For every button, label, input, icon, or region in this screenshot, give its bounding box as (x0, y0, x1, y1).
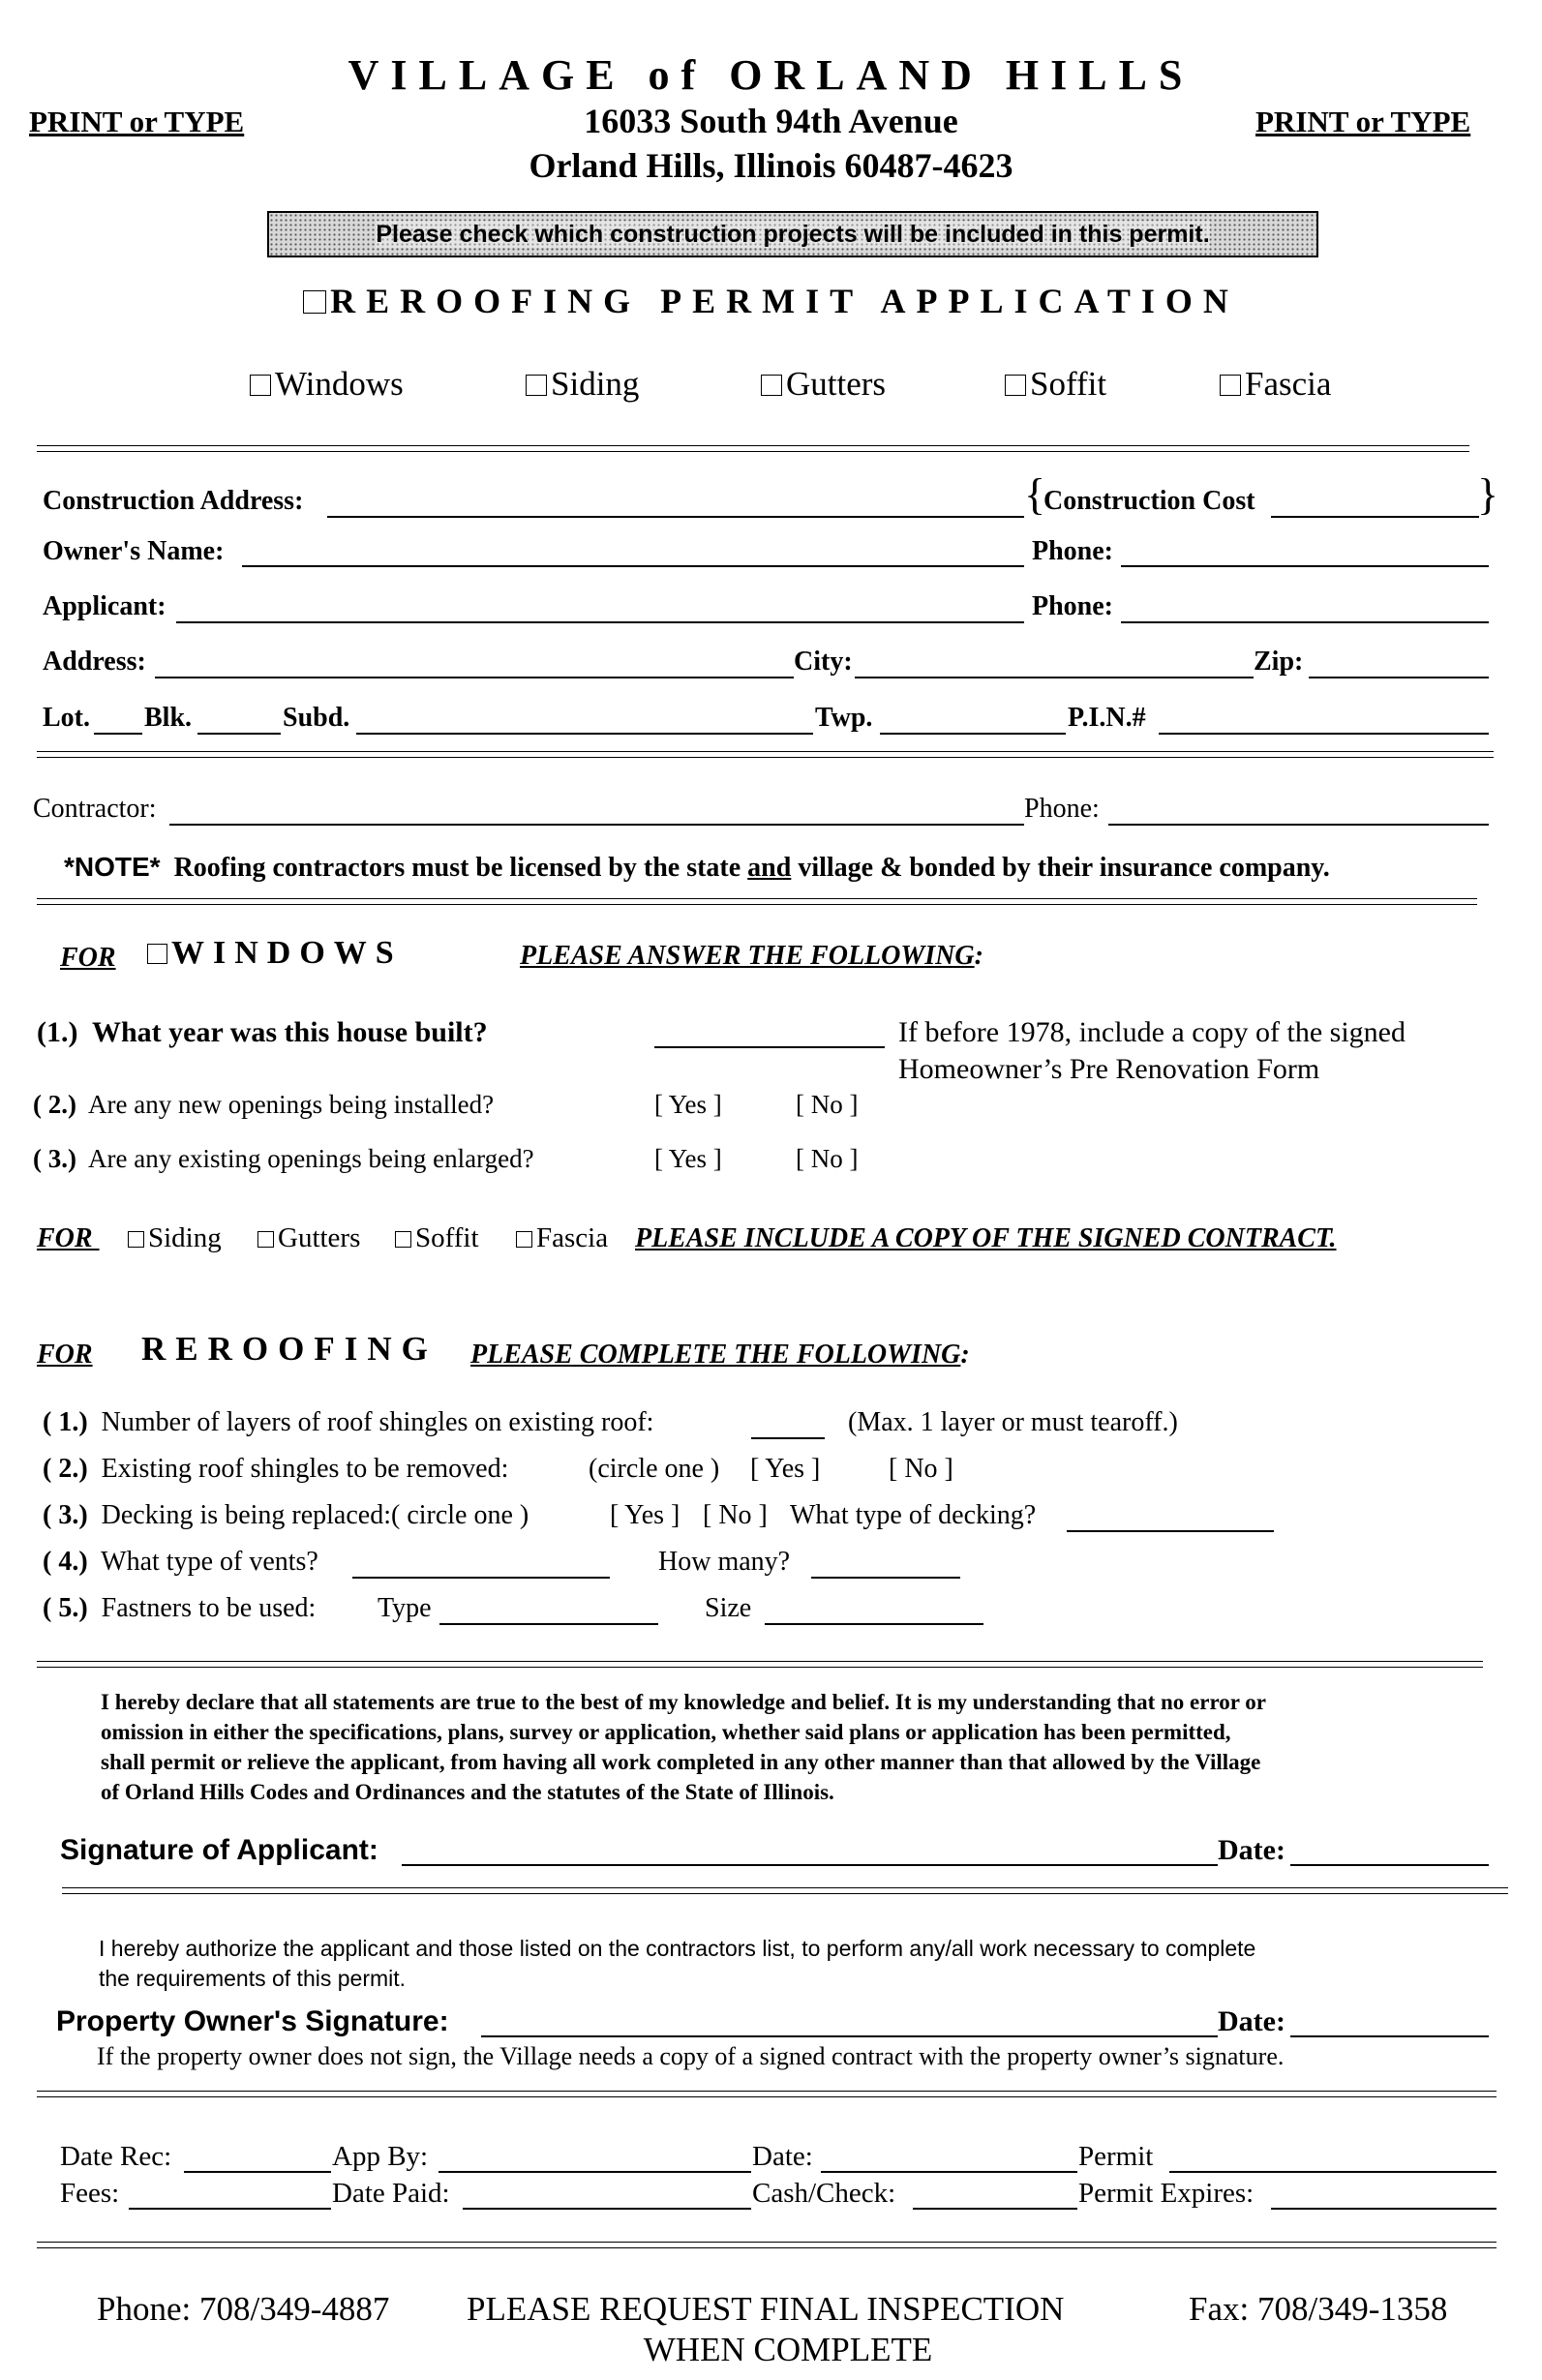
windows-q1-note-line1: If before 1978, include a copy of the signed (898, 1016, 1406, 1048)
windows-instruction-colon: : (974, 941, 983, 971)
construction-address-label: Construction Address: (43, 486, 304, 516)
year-built-field[interactable] (654, 1046, 885, 1048)
footer-request-line-1: PLEASE REQUEST FINAL INSPECTION (467, 2290, 1065, 2328)
windows-heading (147, 935, 403, 972)
footer-request-line-2: WHEN COMPLETE (643, 2331, 933, 2368)
construction-address-field[interactable] (327, 516, 1024, 518)
fastener-type-field[interactable] (439, 1623, 658, 1625)
reroofing-q3-yes[interactable]: [ Yes ] (610, 1500, 680, 1530)
windows-q1 (37, 1016, 488, 1049)
twp-field[interactable] (880, 733, 1066, 735)
siding-label: Siding (551, 365, 640, 403)
permit-field[interactable] (1169, 2171, 1497, 2173)
authorization-line-1: I hereby authorize the applicant and those listed on the contractors list, to perform any/all work necessary to complete (99, 1936, 1256, 1961)
decking-type-label: What type of decking? (790, 1500, 1037, 1530)
lot-field[interactable] (94, 733, 142, 735)
contractor-license-note (64, 852, 1330, 884)
office-date-field[interactable] (821, 2171, 1077, 2173)
declaration-line-4: of Orland Hills Codes and Ordinances and the statutes of the State of Illinois. (101, 1780, 834, 1804)
windows-q3-text: Are any existing openings being enlarged? (88, 1144, 534, 1173)
fascia-section-checkbox[interactable] (516, 1231, 532, 1248)
owner-date-field[interactable] (1290, 2035, 1489, 2037)
blk-label: Blk. (144, 703, 193, 733)
windows-q2 (33, 1090, 494, 1120)
divider-2 (37, 751, 1494, 758)
divider-7 (37, 2242, 1497, 2248)
reroofing-for-label: FOR (37, 1340, 93, 1370)
windows-label: Windows (275, 365, 404, 403)
windows-for-label: FOR (60, 943, 116, 973)
windows-q2-text: Are any new openings being installed? (88, 1090, 495, 1119)
village-city-line: Orland Hills, Illinois 60487-4623 (529, 146, 1013, 185)
soffit-section-label: Soffit (415, 1222, 479, 1253)
vent-count-field[interactable] (811, 1577, 960, 1579)
windows-q2-no[interactable]: [ No ] (796, 1090, 859, 1119)
applicant-field[interactable] (176, 621, 1024, 623)
owner-signature-field[interactable] (481, 2035, 1218, 2037)
windows-q3-no[interactable]: [ No ] (796, 1144, 859, 1173)
reroofing-q3 (43, 1500, 529, 1531)
zip-label: Zip: (1254, 647, 1304, 677)
applicant-date-field[interactable] (1290, 1864, 1489, 1866)
applicant-date-label: Date: (1218, 1834, 1285, 1866)
reroofing-q2-circle-one: (circle one ) (589, 1454, 720, 1484)
reroofing-q4-text: What type of vents? (101, 1547, 318, 1577)
village-street: 16033 South 94th Avenue (584, 102, 958, 140)
gutters-section-checkbox[interactable] (257, 1231, 274, 1248)
reroofing-q2-no[interactable]: [ No ] (889, 1454, 953, 1484)
owners-name-label: Owner's Name: (43, 536, 225, 566)
project-option-soffit[interactable] (1005, 365, 1106, 404)
windows-q3-number: ( 3.) (33, 1144, 76, 1173)
divider-3 (37, 898, 1477, 905)
permit-label: Permit (1078, 2141, 1154, 2172)
contractor-field[interactable] (169, 824, 1024, 826)
note-text-and: and (747, 853, 792, 883)
declaration-line-3: shall permit or relieve the applicant, from having all work completed in any other manner than that allowed by the Village (101, 1750, 1261, 1774)
divider-1 (37, 445, 1469, 452)
divider-5 (62, 1887, 1508, 1894)
soffit-section-checkbox[interactable] (395, 1231, 411, 1248)
reroofing-q2-number: ( 2.) (43, 1454, 88, 1484)
address-label: Address: (43, 647, 146, 677)
reroofing-instruction-colon: : (960, 1340, 970, 1370)
reroofing-q1-note: (Max. 1 layer or must tearoff.) (848, 1407, 1178, 1437)
right-brace-icon: } (1477, 469, 1499, 519)
permit-expires-field[interactable] (1271, 2208, 1497, 2210)
reroofing-q2-yes[interactable]: [ Yes ] (750, 1454, 821, 1484)
check-notice-box (267, 211, 1318, 257)
reroofing-q5 (43, 1593, 316, 1624)
windows-instruction-text: PLEASE ANSWER THE FOLLOWING (520, 941, 975, 971)
village-name: VILLAGE of ORLAND HILLS (348, 51, 1194, 99)
reroofing-q3-text: Decking is being replaced:( circle one ) (101, 1500, 529, 1530)
contractor-phone-field[interactable] (1108, 824, 1489, 826)
siding-option-soffit[interactable] (395, 1222, 479, 1254)
fastener-size-label: Size (705, 1593, 752, 1623)
reroofing-q1-number: ( 1.) (43, 1407, 88, 1437)
office-date-label: Date: (752, 2141, 813, 2172)
reroofing-q5-text: Fastners to be used: (101, 1593, 317, 1623)
city-label: City: (794, 647, 853, 677)
applicant-signature-label: Signature of Applicant: (60, 1834, 378, 1866)
permit-expires-label: Permit Expires: (1078, 2178, 1255, 2209)
reroofing-q5-number: ( 5.) (43, 1593, 88, 1623)
reroofing-q2 (43, 1454, 508, 1485)
siding-instruction: PLEASE INCLUDE A COPY OF THE SIGNED CONTRACT. (635, 1223, 1337, 1253)
reroofing-q3-no[interactable]: [ No ] (703, 1500, 768, 1530)
reroofing-q1 (43, 1407, 653, 1438)
reroofing-instruction-text: PLEASE COMPLETE THE FOLLOWING (470, 1340, 961, 1370)
pin-field[interactable] (1159, 733, 1489, 735)
twp-label: Twp. (815, 703, 873, 733)
owner-signature-label: Property Owner's Signature: (56, 2005, 449, 2037)
divider-4 (37, 1661, 1483, 1668)
print-or-type-left: PRINT or TYPE (29, 105, 245, 138)
windows-q3-yes[interactable]: [ Yes ] (654, 1144, 722, 1173)
reroofing-checkbox[interactable] (303, 290, 326, 314)
note-prefix: *NOTE* (64, 852, 161, 882)
blk-field[interactable] (197, 733, 281, 735)
project-option-siding[interactable] (526, 365, 639, 404)
gutters-section-label: Gutters (278, 1222, 361, 1253)
fascia-section-label: Fascia (536, 1222, 609, 1253)
applicant-signature-field[interactable] (402, 1864, 1218, 1866)
windows-q1-number: (1.) (37, 1016, 78, 1048)
fascia-checkbox[interactable] (1220, 375, 1241, 396)
reroofing-instruction (470, 1340, 970, 1371)
siding-option-fascia[interactable] (516, 1222, 608, 1254)
shingle-layers-field[interactable] (751, 1437, 825, 1439)
form-title-text: REROOFING PERMIT APPLICATION (330, 282, 1239, 320)
date-paid-field[interactable] (463, 2208, 751, 2210)
check-notice-text: Please check which construction projects will be included in this permit. (376, 221, 1210, 248)
windows-q2-yes[interactable]: [ Yes ] (654, 1090, 722, 1119)
cash-check-label: Cash/Check: (752, 2178, 896, 2209)
owner-date-label: Date: (1218, 2005, 1285, 2037)
reroofing-q3-number: ( 3.) (43, 1500, 88, 1530)
applicant-phone-label: Phone: (1032, 591, 1113, 621)
note-text-a: Roofing contractors must be licensed by the state (173, 853, 748, 883)
date-rec-field[interactable] (184, 2171, 331, 2173)
owner-signature-note: If the property owner does not sign, the Village needs a copy of a signed contract with the property owner’s signature. (97, 2042, 1285, 2070)
siding-checkbox[interactable] (526, 375, 547, 396)
authorization-line-2: the requirements of this permit. (99, 1966, 407, 1991)
construction-cost-field[interactable] (1271, 516, 1479, 518)
subd-label: Subd. (283, 703, 350, 733)
address-field[interactable] (155, 677, 794, 678)
zip-field[interactable] (1309, 677, 1489, 678)
divider-6 (37, 2091, 1497, 2097)
applicant-label: Applicant: (43, 591, 166, 621)
vent-count-label: How many? (658, 1547, 791, 1577)
declaration-line-1: I hereby declare that all statements are true to the best of my knowledge and belief. It is my understanding that no error or (101, 1690, 1267, 1714)
form-title (0, 281, 1542, 321)
print-or-type-right: PRINT or TYPE (1255, 105, 1471, 138)
app-by-field[interactable] (438, 2171, 751, 2173)
contractor-phone-label: Phone: (1024, 794, 1100, 824)
construction-cost-label: Construction Cost (1043, 486, 1255, 516)
owner-phone-field[interactable] (1121, 565, 1489, 567)
reroofing-heading: REROOFING (141, 1330, 438, 1368)
app-by-label: App By: (332, 2141, 429, 2172)
project-option-fascia[interactable] (1220, 365, 1331, 404)
gutters-label: Gutters (786, 365, 887, 403)
declaration-line-2: omission in either the specifications, plans, survey or application, whether said plans or application has been permitted, (101, 1720, 1231, 1744)
siding-option-siding[interactable] (128, 1222, 222, 1254)
windows-section-checkbox[interactable] (147, 944, 167, 964)
windows-instruction (520, 941, 983, 972)
footer-fax: Fax: 708/349-1358 (1189, 2290, 1448, 2328)
left-brace-icon: { (1024, 469, 1046, 519)
soffit-label: Soffit (1030, 365, 1107, 403)
siding-section-label: Siding (148, 1222, 222, 1253)
windows-heading-text: WINDOWS (171, 935, 403, 971)
windows-checkbox[interactable] (250, 375, 271, 396)
vent-type-field[interactable] (352, 1577, 610, 1579)
siding-section-checkbox[interactable] (128, 1231, 144, 1248)
owners-name-field[interactable] (242, 565, 1024, 567)
windows-q3 (33, 1144, 534, 1174)
applicant-phone-field[interactable] (1121, 621, 1489, 623)
reroofing-q4 (43, 1547, 318, 1578)
siding-for-label: FOR (37, 1223, 100, 1253)
lot-label: Lot. (43, 703, 90, 733)
date-rec-label: Date Rec: (60, 2141, 172, 2172)
reroofing-q1-text: Number of layers of roof shingles on existing roof: (101, 1407, 654, 1437)
windows-q1-note-line2: Homeowner’s Pre Renovation Form (898, 1053, 1320, 1085)
footer-phone: Phone: 708/349-4887 (97, 2290, 390, 2328)
soffit-checkbox[interactable] (1005, 375, 1026, 396)
note-text-b: village & bonded by their insurance company. (791, 853, 1330, 883)
project-option-gutters[interactable] (761, 365, 886, 404)
project-option-windows[interactable] (250, 365, 404, 404)
contractor-label: Contractor: (33, 794, 157, 824)
city-field[interactable] (855, 677, 1254, 678)
decking-type-field[interactable] (1067, 1530, 1274, 1532)
fees-field[interactable] (129, 2208, 331, 2210)
reroofing-q2-text: Existing roof shingles to be removed: (101, 1454, 509, 1484)
gutters-checkbox[interactable] (761, 375, 782, 396)
pin-label: P.I.N.# (1068, 703, 1146, 733)
fastener-size-field[interactable] (765, 1623, 983, 1625)
fees-label: Fees: (60, 2178, 120, 2209)
windows-q1-text: What year was this house built? (91, 1016, 488, 1048)
subd-field[interactable] (356, 733, 813, 735)
owner-phone-label: Phone: (1032, 536, 1113, 566)
windows-q2-number: ( 2.) (33, 1090, 76, 1119)
reroofing-q4-number: ( 4.) (43, 1547, 88, 1577)
fascia-label: Fascia (1245, 365, 1332, 403)
siding-option-gutters[interactable] (257, 1222, 360, 1254)
date-paid-label: Date Paid: (332, 2178, 450, 2209)
fastener-type-label: Type (378, 1593, 432, 1623)
cash-check-field[interactable] (913, 2208, 1077, 2210)
